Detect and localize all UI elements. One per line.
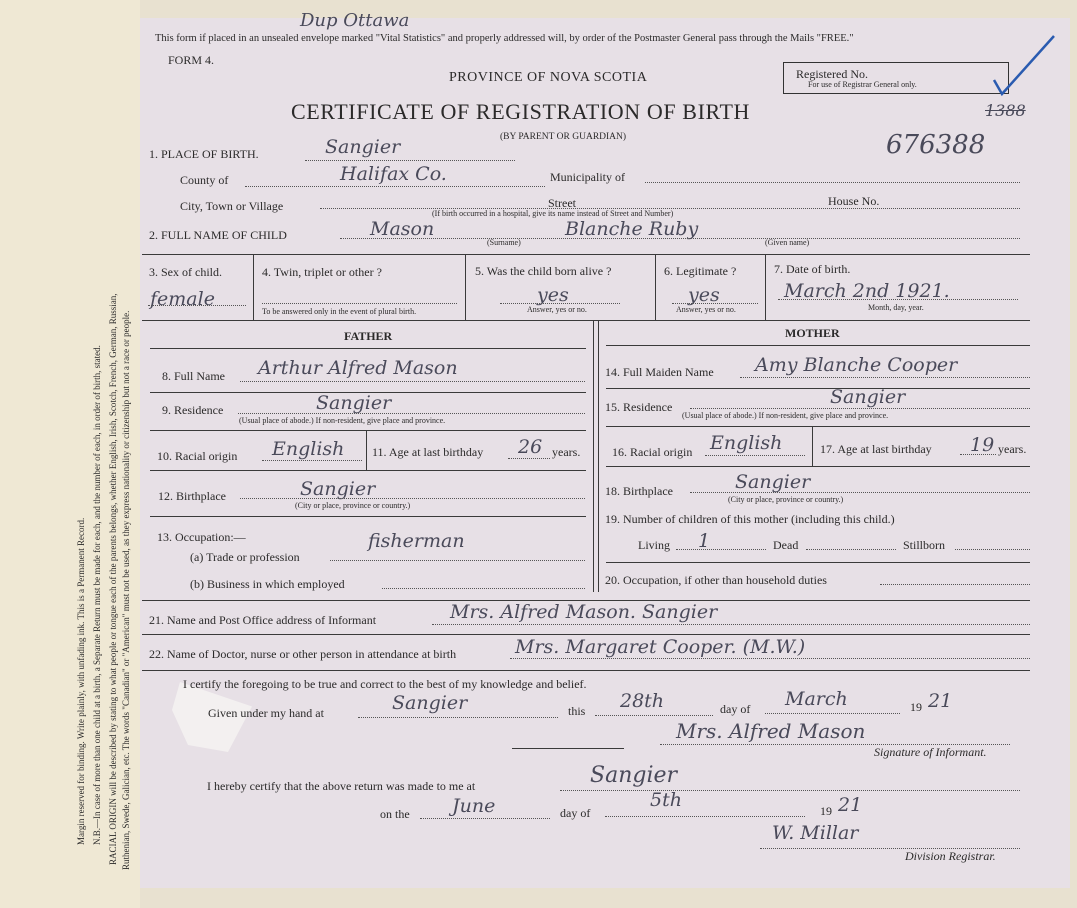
municipality-line — [645, 182, 1020, 183]
mother-birthplace-note: (City or place, province or country.) — [728, 495, 844, 504]
given-place-value: Sangier — [392, 692, 468, 714]
mail-notice: This form if placed in an unsealed envelope marked "Vital Statistics" and properly addressed will, by order of the Postmaster General pass through the Mails "FREE." — [155, 33, 854, 44]
mother-abode-note: (Usual place of abode.) If non-resident, give place and province. — [682, 411, 889, 420]
date-of-birth-label: 7. Date of birth. — [774, 262, 851, 276]
mother-heading: MOTHER — [785, 326, 840, 340]
divider-sex — [253, 254, 254, 320]
mother-birthplace-line — [690, 492, 1030, 493]
certificate-subtitle: (BY PARENT OR GUARDIAN) — [500, 132, 627, 142]
mother-years-label: years. — [998, 442, 1027, 456]
father-heading: FATHER — [344, 329, 393, 343]
margin-note-4: Ruthenian, Swede, Galician, etc. The words "Canadian" or "American" must not be used, as they express nationality or citizenship but not a race or people. — [121, 310, 131, 870]
mother-row19-border — [606, 562, 1030, 563]
mother-racial-label: 16. Racial origin — [612, 445, 693, 459]
month-value: March — [785, 688, 848, 710]
county-line — [245, 186, 545, 187]
city-label: City, Town or Village — [180, 199, 284, 213]
twin-label: 4. Twin, triplet or other ? — [262, 265, 382, 279]
registrar-day-value: 5th — [650, 789, 682, 811]
row3-top-border — [142, 254, 1030, 255]
doctor-label: 22. Name of Doctor, nurse or other person in attendance at birth — [149, 647, 457, 661]
registered-no-value: 1388 — [985, 101, 1026, 120]
mother-racial-divider — [812, 426, 813, 466]
mother-residence-label: 15. Residence — [605, 400, 673, 414]
street-note: (If birth occurred in a hospital, give its name instead of Street and Number) — [432, 209, 674, 218]
child-given-value: Blanche Ruby — [565, 218, 699, 240]
house-no-label: House No. — [828, 194, 880, 208]
given-under-label: Given under my hand at — [208, 706, 324, 720]
child-name-line — [340, 238, 1020, 239]
mother-age-label: 17. Age at last birthday — [820, 442, 932, 456]
registrar-signature: W. Millar — [772, 822, 859, 844]
mother-occupation-label: 20. Occupation, if other than household duties — [605, 573, 827, 587]
alive-label: 5. Was the child born alive ? — [475, 264, 612, 278]
registrar-place-value: Sangier — [590, 763, 678, 788]
mother-name-label: 14. Full Maiden Name — [605, 365, 714, 379]
sex-line — [148, 305, 246, 306]
informant-signature-label: Signature of Informant. — [874, 745, 987, 759]
informant-border — [142, 634, 1030, 635]
father-trade-line — [330, 560, 585, 561]
divider-legit — [765, 254, 766, 320]
informant-x-line — [512, 748, 624, 749]
registrar-signature-label: Division Registrar. — [905, 849, 996, 863]
child-name-label: 2. FULL NAME OF CHILD — [149, 228, 287, 242]
father-years-label: years. — [552, 445, 581, 459]
dead-label: Dead — [773, 538, 799, 552]
father-business-line — [382, 588, 585, 589]
municipality-label: Municipality of — [550, 170, 625, 184]
stillborn-label: Stillborn — [903, 538, 946, 552]
divider-alive — [655, 254, 656, 320]
father-age-label: 11. Age at last birthday — [372, 445, 484, 459]
parents-divider-left — [593, 320, 594, 592]
father-age-value: 26 — [518, 436, 543, 458]
legit-label: 6. Legitimate ? — [664, 264, 737, 278]
registrar-month-value: June — [452, 795, 496, 817]
father-row12-border — [150, 516, 586, 517]
place-of-birth-value: Sangier — [325, 136, 401, 158]
mother-residence-line — [690, 408, 1030, 409]
given-place-line — [358, 717, 558, 718]
stillborn-line — [955, 549, 1030, 550]
mother-name-value: Amy Blanche Cooper — [755, 354, 958, 376]
father-birthplace-label: 12. Birthplace — [158, 489, 226, 503]
father-name-line — [240, 381, 585, 382]
alive-value: yes — [537, 284, 569, 306]
father-racial-divider — [366, 430, 367, 470]
place-of-birth-line — [305, 160, 515, 161]
registrar-day-line — [605, 816, 805, 817]
annotation-top: Dup Ottawa — [300, 10, 410, 31]
mother-birthplace-label: 18. Birthplace — [605, 484, 673, 498]
mother-birthplace-value: Sangier — [735, 471, 811, 493]
father-racial-label: 10. Racial origin — [157, 449, 238, 463]
father-trade-label: (a) Trade or profession — [190, 550, 300, 564]
informant-line — [432, 624, 1030, 625]
father-age-line — [508, 458, 550, 459]
living-label: Living — [638, 538, 670, 552]
father-birthplace-value: Sangier — [300, 478, 376, 500]
dead-line — [806, 549, 896, 550]
check-mark-icon — [990, 30, 1060, 100]
child-surname-value: Mason — [370, 218, 435, 240]
father-racial-value: English — [272, 438, 345, 460]
certificate-title: CERTIFICATE OF REGISTRATION OF BIRTH — [291, 99, 750, 124]
date-of-birth-value: March 2nd 1921. — [784, 280, 950, 302]
street-label: Street — [548, 196, 576, 210]
date-line — [778, 299, 1018, 300]
father-residence-label: 9. Residence — [162, 403, 224, 417]
registrar-year-prefix: 19 — [820, 804, 832, 818]
doctor-line — [510, 658, 1030, 659]
father-racial-line — [262, 460, 362, 461]
mother-age-line — [960, 454, 996, 455]
mother-heading-underline — [606, 345, 1030, 346]
mother-residence-value: Sangier — [830, 386, 906, 408]
mother-occupation-line — [880, 584, 1030, 585]
registered-no-label: Registered No. — [796, 67, 868, 81]
mother-racial-line — [705, 455, 805, 456]
father-trade-value: fisherman — [368, 530, 465, 552]
county-label: County of — [180, 173, 229, 187]
on-the-label: on the — [380, 807, 410, 821]
mother-name-line — [740, 377, 1030, 378]
father-residence-line — [238, 413, 585, 414]
doctor-value: Mrs. Margaret Cooper. (M.W.) — [515, 636, 806, 658]
doctor-border — [142, 670, 1030, 671]
registrar-day-of-label: day of — [560, 806, 591, 820]
margin-note-2: N.B.—In case of more than one child at a birth, a Separate Return must be made for each, and the number of each, in order of birth, stated. — [92, 345, 102, 845]
year-prefix: 19 — [910, 700, 922, 714]
day-of-label: day of — [720, 702, 751, 716]
father-birthplace-line — [240, 498, 585, 499]
binding-margin — [0, 0, 140, 908]
father-abode-note: (Usual place of abode.) If non-resident, give place and province. — [239, 416, 446, 425]
row3-bottom-border — [142, 320, 1030, 321]
father-heading-underline — [150, 348, 586, 349]
mother-row16-border — [606, 466, 1030, 467]
margin-note-3: RACIAL ORIGIN will be described by stating to what people or tongue each of the parents belongs, whether English, Irish, Scotch, French, German, Russian, — [108, 293, 118, 865]
place-of-birth-label: 1. PLACE OF BIRTH. — [149, 147, 259, 161]
alive-note: Answer, yes or no. — [527, 305, 587, 314]
province-heading: PROVINCE OF NOVA SCOTIA — [449, 70, 648, 85]
surname-caption: (Surname) — [487, 238, 521, 247]
given-name-caption: (Given name) — [765, 238, 810, 247]
registrar-statement: I hereby certify that the above return was made to me at — [207, 779, 476, 793]
twin-note: To be answered only in the event of plural birth. — [262, 307, 417, 316]
certification-statement: I certify the foregoing to be true and correct to the best of my knowledge and belief. — [183, 677, 587, 691]
living-line — [676, 549, 766, 550]
legit-line — [672, 303, 758, 304]
sex-value: female — [150, 288, 215, 310]
alive-line — [500, 303, 620, 304]
father-occupation-label: 13. Occupation:— — [157, 530, 246, 544]
mother-racial-value: English — [710, 432, 783, 454]
registered-no-note: For use of Registrar General only. — [808, 80, 917, 89]
county-value: Halifax Co. — [340, 163, 447, 185]
father-residence-value: Sangier — [316, 392, 392, 414]
year-value: 21 — [928, 690, 953, 712]
informant-value: Mrs. Alfred Mason. Sangier — [450, 601, 718, 623]
father-name-value: Arthur Alfred Mason — [258, 357, 458, 379]
registration-number-handwritten: 676388 — [886, 130, 986, 160]
divider-twin — [465, 254, 466, 320]
father-name-label: 8. Full Name — [162, 369, 225, 383]
registrar-place-line — [560, 790, 1020, 791]
mother-age-value: 19 — [970, 434, 995, 456]
legit-value: yes — [688, 284, 720, 306]
father-birthplace-note: (City or place, province or country.) — [295, 501, 411, 510]
registrar-year-value: 21 — [838, 794, 863, 816]
month-line — [765, 713, 900, 714]
margin-note-1: Margin reserved for binding. Write plainly, with unfading ink. This is a Permanent Record. — [76, 517, 86, 845]
mother-row14-border — [606, 388, 1030, 389]
father-business-label: (b) Business in which employed — [190, 577, 345, 591]
legit-note: Answer, yes or no. — [676, 305, 736, 314]
twin-line — [262, 303, 457, 304]
father-row10-border — [150, 470, 586, 471]
mother-children-label: 19. Number of children of this mother (including this child.) — [605, 512, 895, 526]
day-value: 28th — [620, 690, 665, 712]
parents-divider-right — [598, 320, 599, 592]
registrar-month-line — [420, 818, 550, 819]
form-number: FORM 4. — [168, 53, 215, 67]
date-note: Month, day, year. — [868, 303, 924, 312]
father-row9-border — [150, 430, 586, 431]
informant-signature: Mrs. Alfred Mason — [676, 719, 866, 743]
mother-row15-border — [606, 426, 1030, 427]
living-value: 1 — [698, 530, 711, 552]
day-line — [595, 715, 713, 716]
this-label: this — [568, 704, 586, 718]
sex-label: 3. Sex of child. — [149, 265, 222, 279]
informant-label: 21. Name and Post Office address of Informant — [149, 613, 377, 627]
